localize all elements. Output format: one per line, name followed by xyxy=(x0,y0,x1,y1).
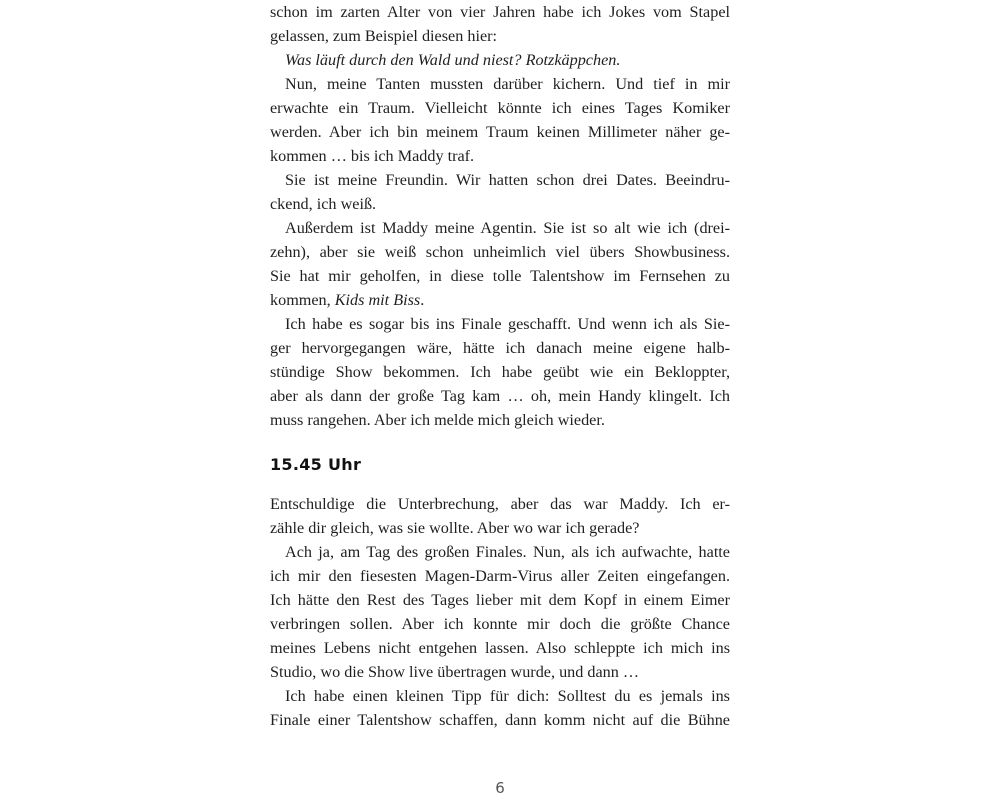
text-line: meines Lebens nicht entgehen lassen. Also schleppte ich mich ins xyxy=(270,639,730,657)
text-line: schon im zarten Alter von vier Jahren habe ich Jokes vom Stapel xyxy=(270,3,730,21)
text-line: verbringen sollen. Aber ich konnte mir doch die größte Chance xyxy=(270,615,730,633)
text-line: Nun, meine Tanten mussten darüber kichern. Und tief in mir xyxy=(285,75,730,93)
text-line: Sie hat mir geholfen, in diese tolle Talentshow im Fernsehen zu xyxy=(270,267,730,285)
text-line: werden. Aber ich bin meinem Traum keinen Millimeter näher ge- xyxy=(270,123,730,141)
text-line: Entschuldige die Unterbrechung, aber das war Maddy. Ich er- xyxy=(270,495,730,513)
text-line: aber als dann der große Tag kam … oh, mein Handy klingelt. Ich xyxy=(270,387,730,405)
text-line: kommen … bis ich Maddy traf. xyxy=(270,147,475,165)
text-block-1 xyxy=(270,0,730,432)
text-line: muss rangehen. Aber ich melde mich gleich wieder. xyxy=(270,411,605,429)
text-line: gelassen, zum Beispiel diesen hier: xyxy=(270,27,498,45)
text-line: Sie ist meine Freundin. Wir hatten schon drei Dates. Beeindru- xyxy=(285,171,730,189)
text-line: ger hervorgegangen wäre, hätte ich danach meine eigene halb- xyxy=(270,339,730,357)
page-body xyxy=(270,0,730,732)
text-line: ckend, ich weiß. xyxy=(270,195,377,213)
text-line: zehn), aber sie weiß schon unheimlich viel übers Showbusiness. xyxy=(270,243,730,261)
text-line: Was läuft durch den Wald und niest? Rotzkäppchen. xyxy=(285,51,621,69)
text-line: stündige Show bekommen. Ich habe geübt wie ein Bekloppter, xyxy=(270,363,730,381)
text-line: zähle dir gleich, was sie wollte. Aber wo war ich gerade? xyxy=(270,519,640,537)
text-line: Finale einer Talentshow schaffen, dann komm nicht auf die Bühne xyxy=(270,711,730,729)
text-line: Studio, wo die Show live übertragen wurde, und dann … xyxy=(270,663,640,681)
text-line: ich mir den fiesesten Magen-Darm-Virus aller Zeiten eingefangen. xyxy=(270,567,730,585)
text-line: erwachte ein Traum. Vielleicht könnte ich eines Tages Komiker xyxy=(270,99,730,117)
text-line: Ach ja, am Tag des großen Finales. Nun, als ich aufwachte, hatte xyxy=(285,543,730,561)
text-line: Ich habe einen kleinen Tipp für dich: Solltest du es jemals ins xyxy=(285,687,730,705)
text-line: kommen, Kids mit Biss. xyxy=(270,291,425,309)
section-heading-time: 15.45 Uhr xyxy=(270,455,362,474)
text-line: Ich hätte den Rest des Tages lieber mit dem Kopf in einem Eimer xyxy=(270,591,730,609)
text-line: Ich habe es sogar bis ins Finale geschafft. Und wenn ich als Sie- xyxy=(285,315,730,333)
text-line: Außerdem ist Maddy meine Agentin. Sie ist so alt wie ich (drei- xyxy=(285,219,730,237)
text-block-2 xyxy=(270,492,730,732)
page-number: 6 xyxy=(495,779,505,797)
